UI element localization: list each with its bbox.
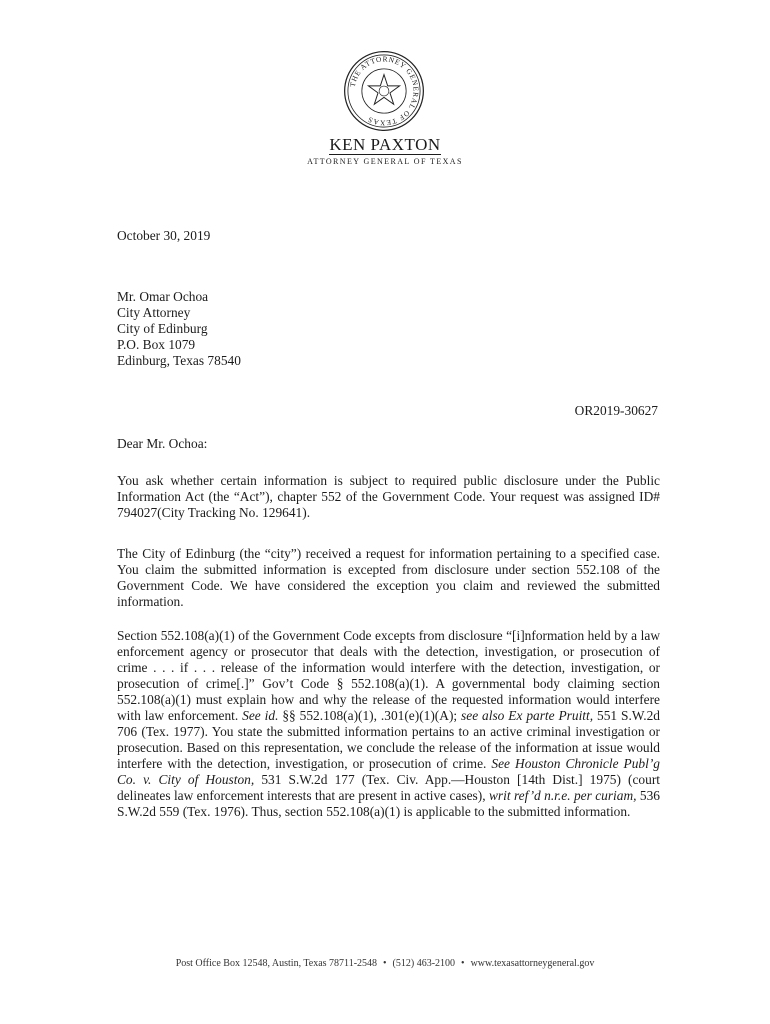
- footer-phone: (512) 463-2100: [392, 958, 456, 969]
- recipient-city-state-zip: Edinburg, Texas 78540: [117, 353, 241, 368]
- letter-footer: [0, 958, 770, 969]
- citation-writ-refd: writ ref’d n.r.e. per curiam,: [488, 788, 637, 803]
- footer-separator: •: [461, 958, 465, 969]
- recipient-organization: City of Edinburg: [117, 321, 208, 336]
- seal-text: THE ATTORNEY GENERAL OF TEXAS: [347, 54, 421, 128]
- footer-address: Post Office Box 12548, Austin, Texas 78711-2548: [175, 958, 378, 969]
- analysis-text-1: Section 552.108(a)(1) of the Government Code excepts from disclosure “[i]nformation held by a law enforcement agency or prosecutor that deals with the detection, investigation, or prosecution of crime . . . if . . . release of the information would interfere with the detection, investigation, or prosecution of crime[.]” Gov’t Code § 552.108(a)(1). A governmental body claiming section 552.108(a)(1) must explain how and why the release of the requested information would interfere with law enforcement.: [117, 628, 660, 723]
- citation-ex-parte-pruitt: see also Ex parte Pruitt,: [461, 708, 594, 723]
- attorney-general-name-text: KEN PAXTON: [329, 135, 441, 154]
- citation-see-id: See id.: [242, 708, 279, 723]
- analysis-text-3: 551 S.W.2d 706 (Tex. 1977). You state the submitted information pertains to an active criminal investigation or prosecution. Based on this representation, we conclude the release of the information at issue would interfere with the detection, investigation, or prosecution of crime.: [117, 708, 660, 771]
- paragraph-request: You ask whether certain information is subject to required public disclosure under the Public Information Act (the “Act”), chapter 552 of the Government Code. Your request was assigned ID# 794027(City Tracking No. 129641).: [117, 473, 660, 520]
- recipient-name: Mr. Omar Ochoa: [117, 289, 209, 304]
- footer-separator: •: [383, 958, 387, 969]
- citation-houston-chronicle: See Houston Chronicle Publ’g Co. v. City of Houston,: [117, 756, 661, 787]
- paragraph-exception: The City of Edinburg (the “city”) received a request for information pertaining to a specified case. You claim the submitted information is excepted from disclosure under section 552.108 of the Government Code. We have considered the exception you claim and reviewed the submitted information.: [117, 546, 660, 609]
- attorney-general-name: [0, 135, 770, 155]
- analysis-text-5: 536 S.W.2d 559 (Tex. 1976). Thus, section 552.108(a)(1) is applicable to the submitted information.: [117, 788, 660, 819]
- ruling-reference-number: OR2019-30627: [574, 403, 658, 418]
- paragraph-analysis: [117, 628, 660, 820]
- recipient-title: City Attorney: [117, 305, 191, 320]
- letter-date: October 30, 2019: [117, 228, 211, 243]
- recipient-po-box: P.O. Box 1079: [117, 337, 196, 352]
- salutation: Dear Mr. Ochoa:: [117, 436, 208, 451]
- attorney-general-office: ATTORNEY GENERAL OF TEXAS: [307, 157, 463, 166]
- footer-website-link[interactable]: www.texasattorneygeneral.gov: [470, 958, 595, 969]
- analysis-text-4: 531 S.W.2d 177 (Tex. Civ. App.—Houston [14th Dist.] 1975) (court delineates law enforcement interests that are present in active cases),: [117, 772, 661, 803]
- attorney-general-seal-icon: [343, 50, 425, 132]
- analysis-text-2: §§ 552.108(a)(1), .301(e)(1)(A);: [282, 708, 458, 723]
- recipient-address: [117, 289, 660, 369]
